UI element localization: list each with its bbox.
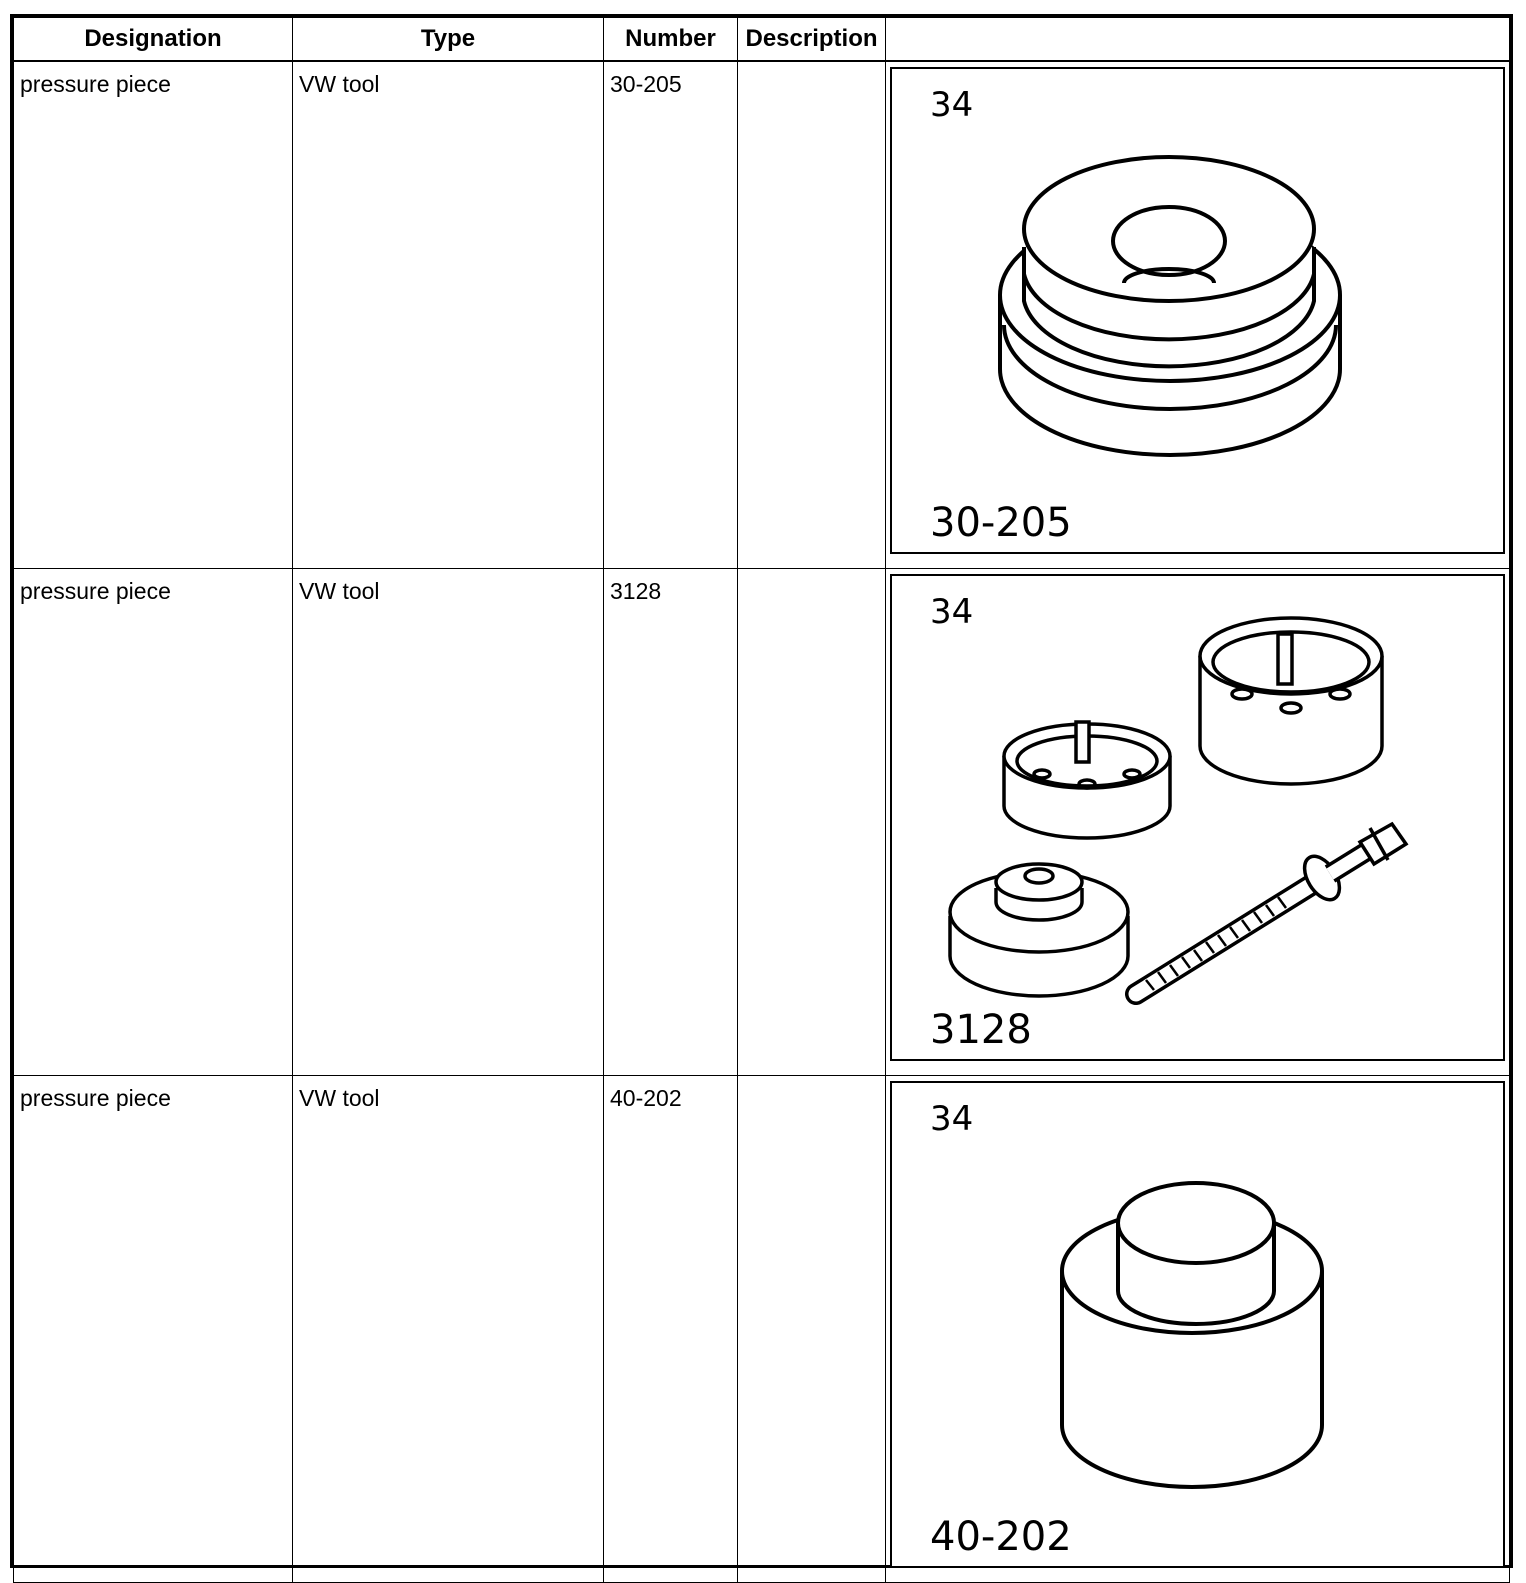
header-image — [886, 18, 1510, 62]
special-tools-sheet — [10, 14, 1513, 1568]
figure-tool-number: 40-202 — [930, 1514, 1072, 1560]
figure-group-number: 34 — [930, 85, 974, 125]
cell-designation: pressure piece — [14, 1076, 293, 1583]
tool-figure-30-205 — [890, 67, 1505, 554]
special-tools-table — [13, 17, 1510, 1583]
cell-type: VW tool — [293, 61, 604, 569]
cell-image — [886, 61, 1510, 569]
figure-group-number: 34 — [930, 592, 974, 632]
cell-designation: pressure piece — [14, 61, 293, 569]
cell-type: VW tool — [293, 1076, 604, 1583]
pressure-piece-set-with-spindle-icon — [892, 576, 1496, 1059]
cell-description — [738, 569, 886, 1076]
cell-designation: pressure piece — [14, 569, 293, 1076]
pressure-piece-stepped-cylinder-icon — [892, 1083, 1496, 1566]
cell-description — [738, 61, 886, 569]
cell-number: 30-205 — [604, 61, 738, 569]
header-type: Type — [293, 18, 604, 62]
table-header-row — [14, 18, 1510, 62]
cell-image — [886, 1076, 1510, 1583]
cell-type: VW tool — [293, 569, 604, 1076]
table-row — [14, 569, 1510, 1076]
header-number: Number — [604, 18, 738, 62]
header-description: Description — [738, 18, 886, 62]
header-designation: Designation — [14, 18, 293, 62]
cell-description — [738, 1076, 886, 1583]
figure-tool-number: 3128 — [930, 1007, 1032, 1053]
tool-figure-3128 — [890, 574, 1505, 1061]
figure-tool-number: 30-205 — [930, 500, 1072, 546]
table-row — [14, 1076, 1510, 1583]
cell-image — [886, 569, 1510, 1076]
table-row — [14, 61, 1510, 569]
cell-number: 40-202 — [604, 1076, 738, 1583]
tool-figure-40-202 — [890, 1081, 1505, 1568]
pressure-piece-stepped-disc-icon — [892, 69, 1496, 552]
figure-group-number: 34 — [930, 1099, 974, 1139]
cell-number: 3128 — [604, 569, 738, 1076]
